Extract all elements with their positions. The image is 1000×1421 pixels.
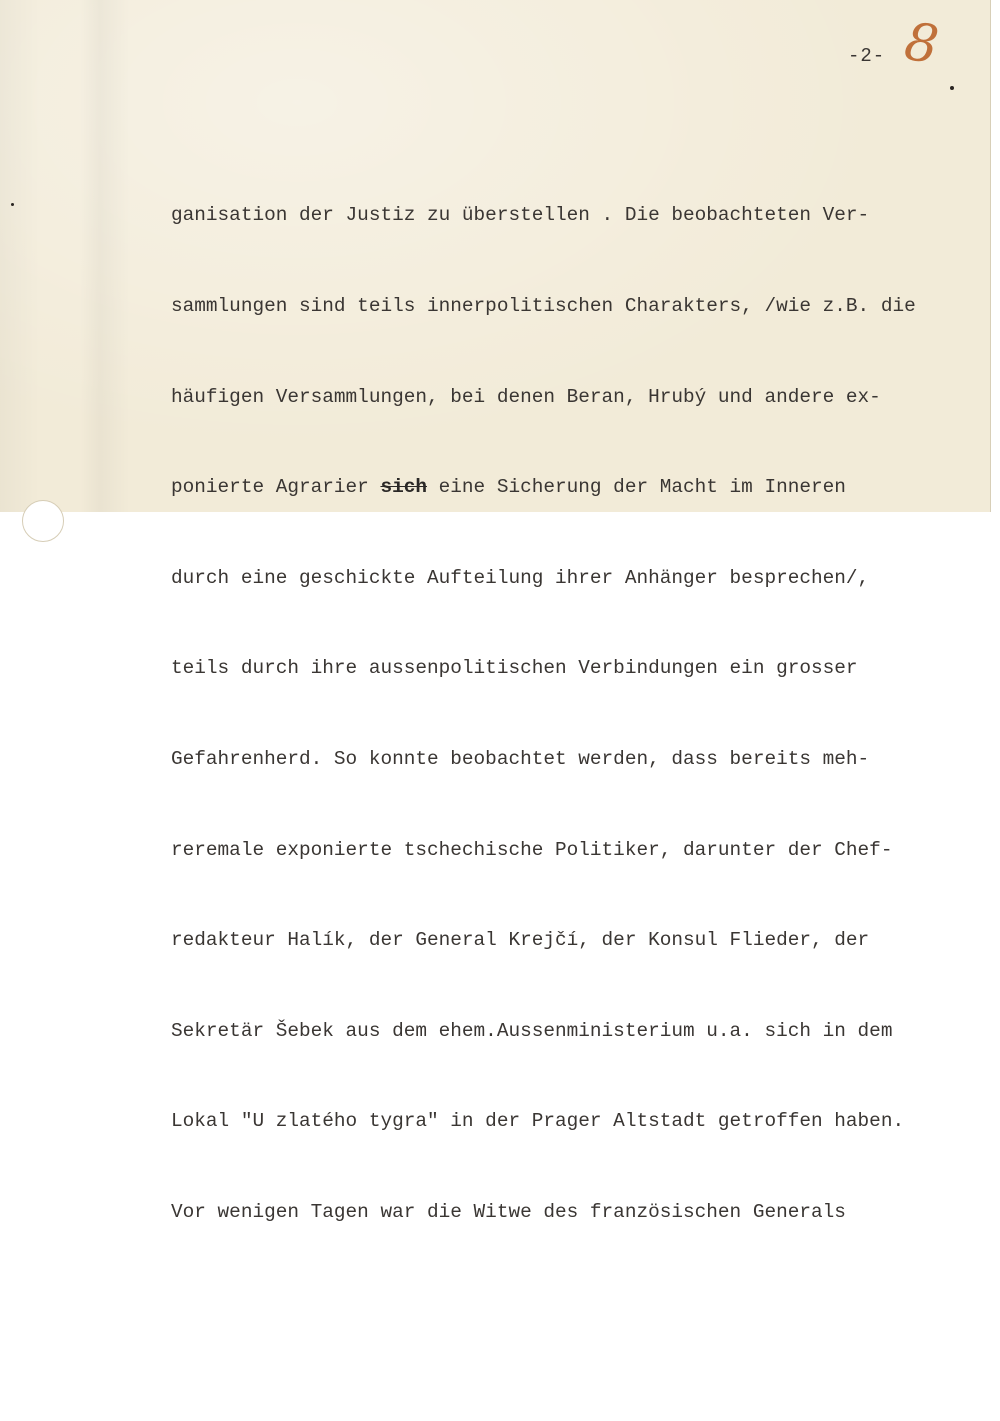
text-line: teils durch ihre aussenpolitischen Verbindungen ein grosser [171,657,858,680]
ink-speck [11,203,14,206]
text-line [171,472,961,502]
text-line: ganisation der Justiz zu überstellen . Die beobachteten Ver- [171,204,870,227]
struck-out-word: sich [380,476,427,499]
page-number: -2- [848,45,886,67]
text-line: reremale exponierte tschechische Politiker, darunter der Chef- [171,838,893,861]
text-line: durch eine geschickte Aufteilung ihrer Anhänger besprechen/, [171,566,870,589]
text-line: Lokal "U zlatého tygra" in der Prager Altstadt getroffen haben. [171,1110,905,1133]
text-line: Vor wenigen Tagen war die Witwe des französischen Generals [171,1200,846,1223]
text-line: redakteur Halík, der General Krejčí, der Konsul Flieder, der [171,929,870,952]
typewritten-body [171,140,961,1288]
text-segment: eine Sicherung der Macht im Inneren [427,476,846,499]
text-line: häufigen Versammlungen, bei denen Beran, Hrubý und andere ex- [171,385,881,408]
ink-speck [950,86,954,90]
text-line: sammlungen sind teils innerpolitischen Charakters, /wie z.B. die [171,295,916,317]
handwritten-folio-number: 8 [900,11,943,77]
text-line: Gefahrenherd. So konnte beobachtet werden, dass bereits meh- [171,747,870,770]
text-line: Sekretär Šebek aus dem ehem.Aussenministerium u.a. sich in dem [171,1019,893,1042]
text-segment: ponierte Agrarier [171,476,381,499]
punch-hole [22,500,64,542]
